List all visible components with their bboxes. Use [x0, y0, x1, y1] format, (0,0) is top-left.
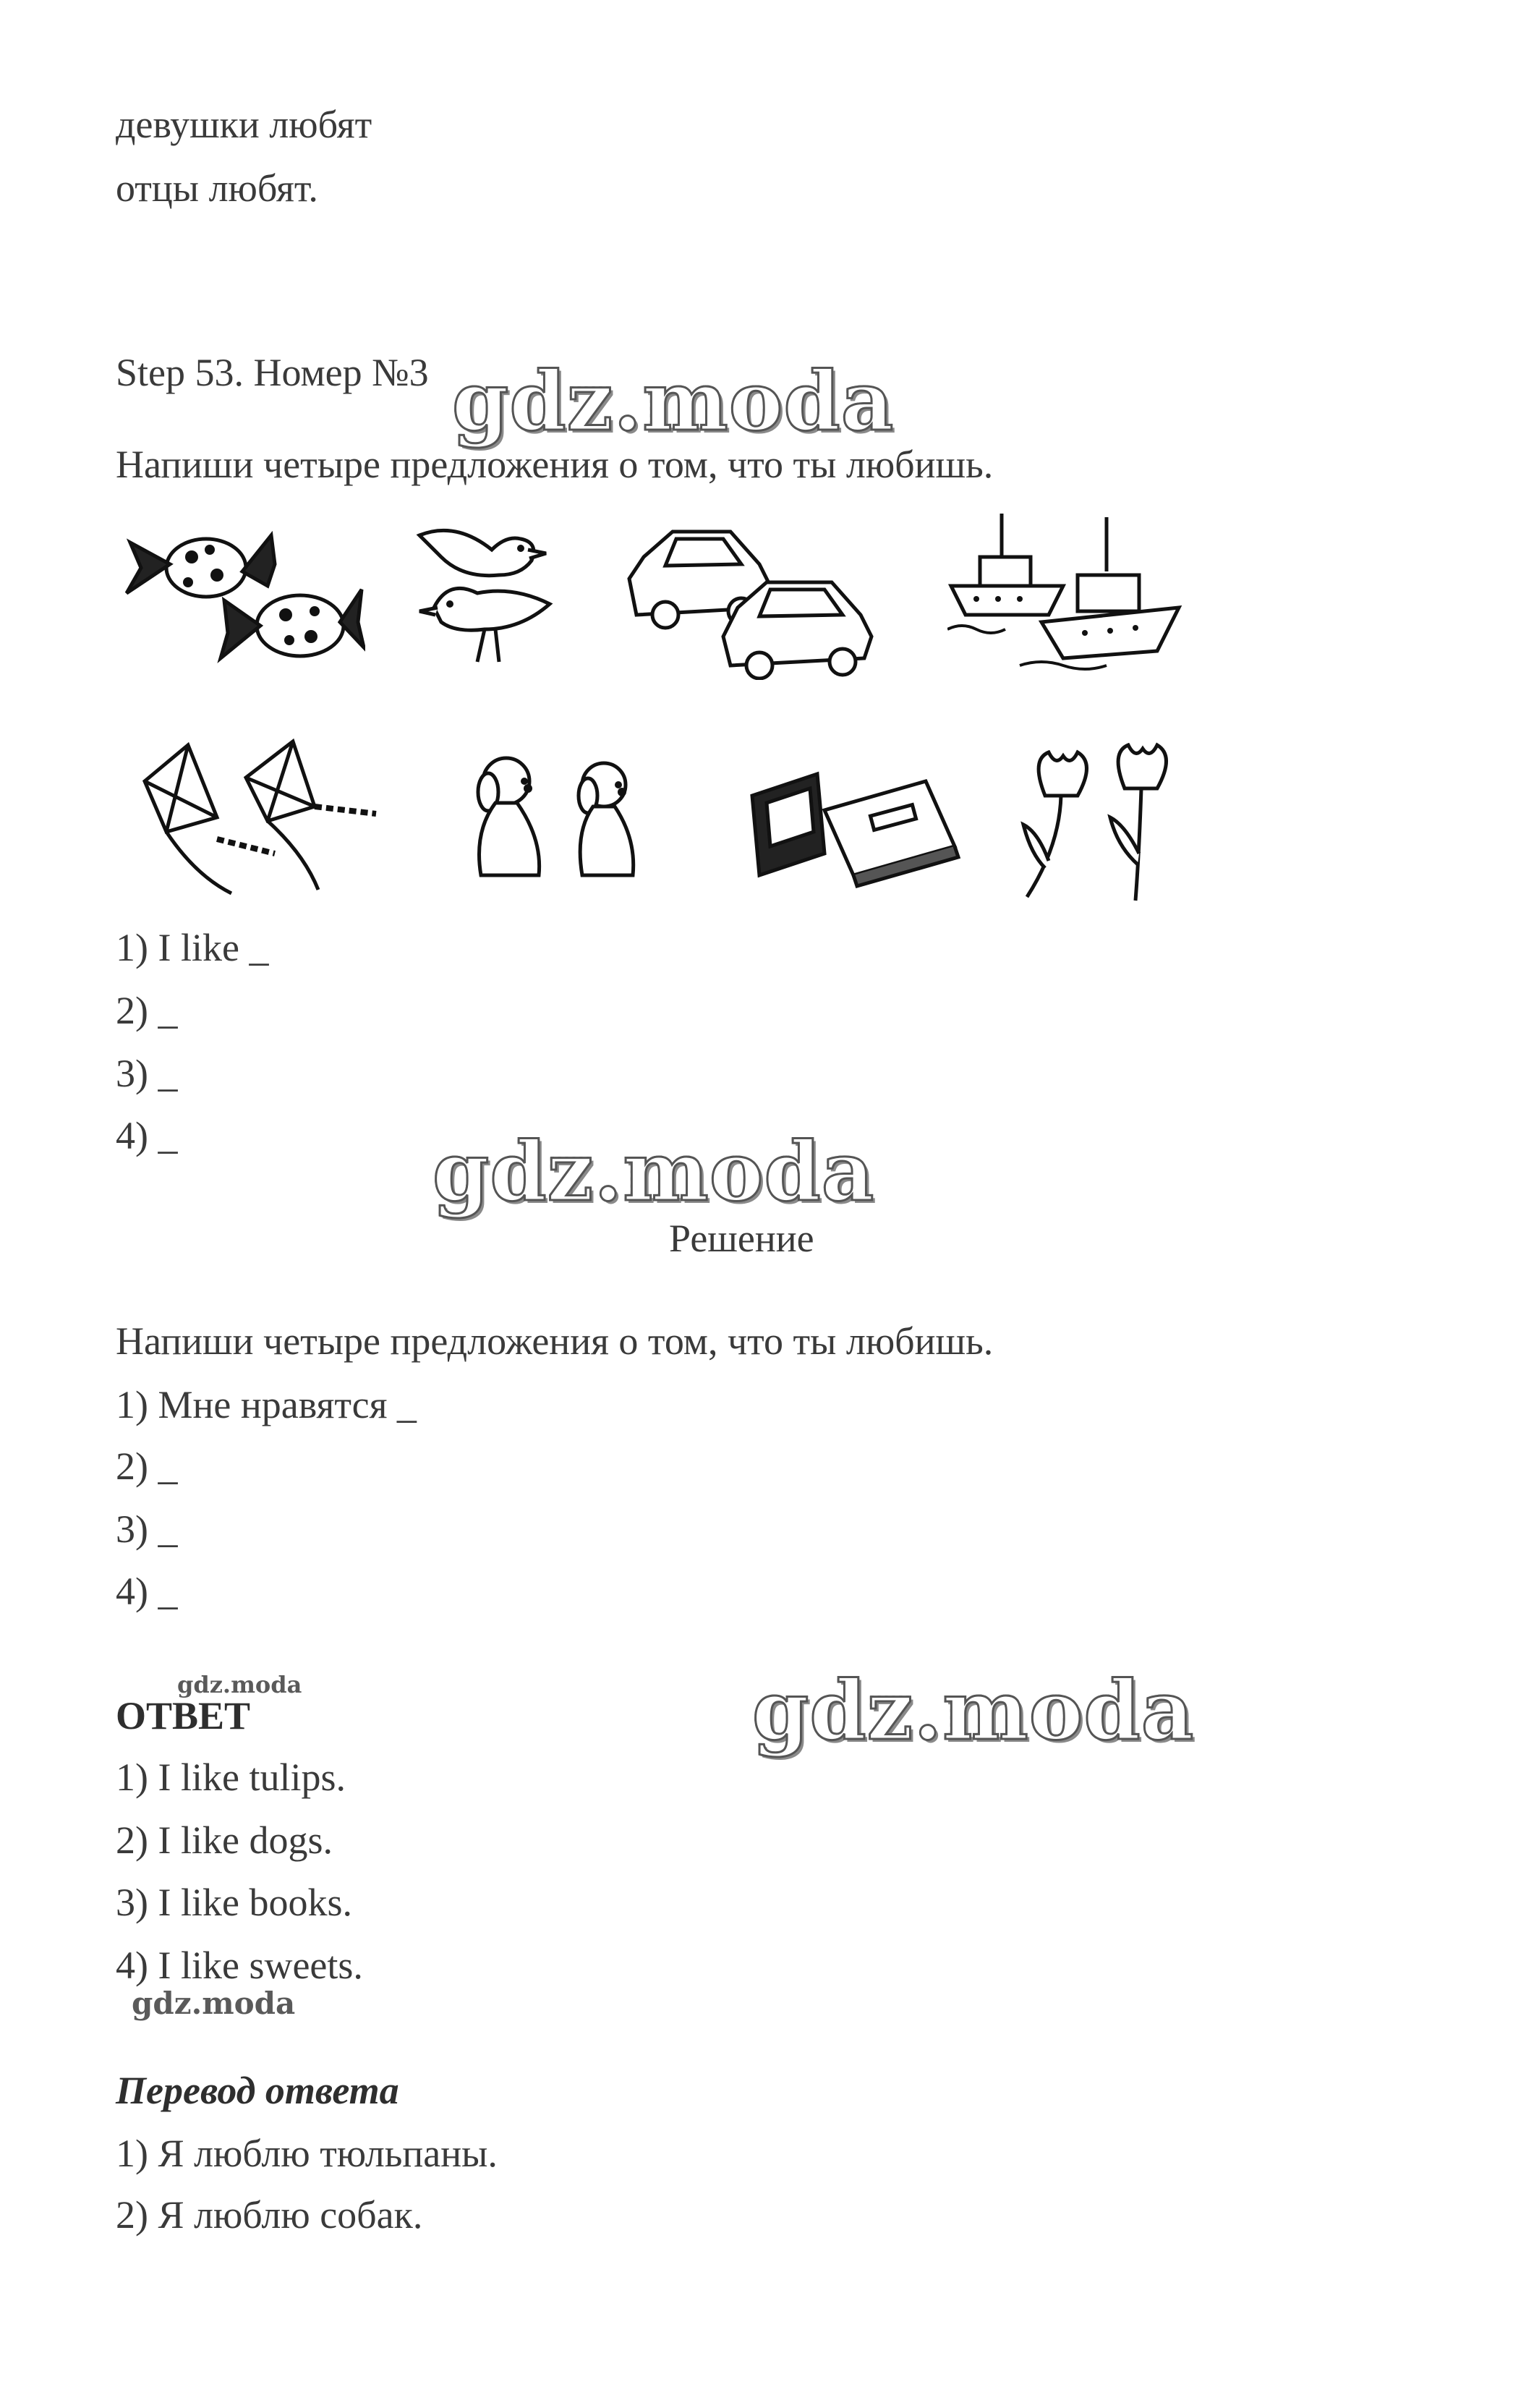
- text-line: девушки любят: [116, 103, 372, 146]
- birds-picture: [412, 506, 571, 680]
- blank-line: 3) _: [116, 1507, 178, 1551]
- watermark-small: gdz.moda: [177, 1671, 302, 1698]
- watermark-small: gdz.moda: [132, 1986, 296, 2021]
- translation-line: 2) Я люблю собак.: [116, 2193, 423, 2237]
- cars-picture: [622, 514, 875, 680]
- blank-line: 1) I like _: [116, 926, 269, 969]
- answer-heading: ОТВЕТ: [116, 1694, 251, 1737]
- translation-line: 1) Я люблю тюльпаны.: [116, 2132, 498, 2175]
- blank-line: 2) _: [116, 1445, 178, 1488]
- blank-line: 4) _: [116, 1114, 178, 1157]
- tulips-picture: [1009, 738, 1182, 904]
- solution-instruction: Напиши четыре предложения о том, что ты любишь.: [116, 1319, 994, 1363]
- solution-heading: Решение: [669, 1217, 814, 1260]
- answer-line: 1) I like tulips.: [116, 1756, 346, 1799]
- answer-line: 3) I like books.: [116, 1881, 352, 1924]
- exercise-instruction: Напиши четыре предложения о том, что ты любишь.: [116, 443, 994, 486]
- books-picture: [745, 767, 962, 890]
- dogs-picture: [445, 745, 647, 890]
- sweets-picture: [119, 506, 365, 680]
- blank-line: 3) _: [116, 1052, 178, 1095]
- exercise-title: Step 53. Номер №3: [116, 351, 429, 394]
- text-line: отцы любят.: [116, 166, 318, 210]
- boats-picture: [947, 506, 1186, 680]
- watermark: gdz.moda: [452, 354, 895, 449]
- blank-line: 4) _: [116, 1570, 178, 1613]
- kites-picture: [137, 738, 383, 897]
- answer-line: 2) I like dogs.: [116, 1818, 333, 1862]
- answer-line: 4) I like sweets.: [116, 1944, 363, 1987]
- watermark: gdz.moda: [752, 1664, 1195, 1758]
- translation-heading: Перевод ответа: [116, 2069, 399, 2112]
- watermark: gdz.moda: [432, 1125, 875, 1220]
- blank-line: 2) _: [116, 989, 178, 1032]
- blank-line: 1) Мне нравятся _: [116, 1383, 417, 1426]
